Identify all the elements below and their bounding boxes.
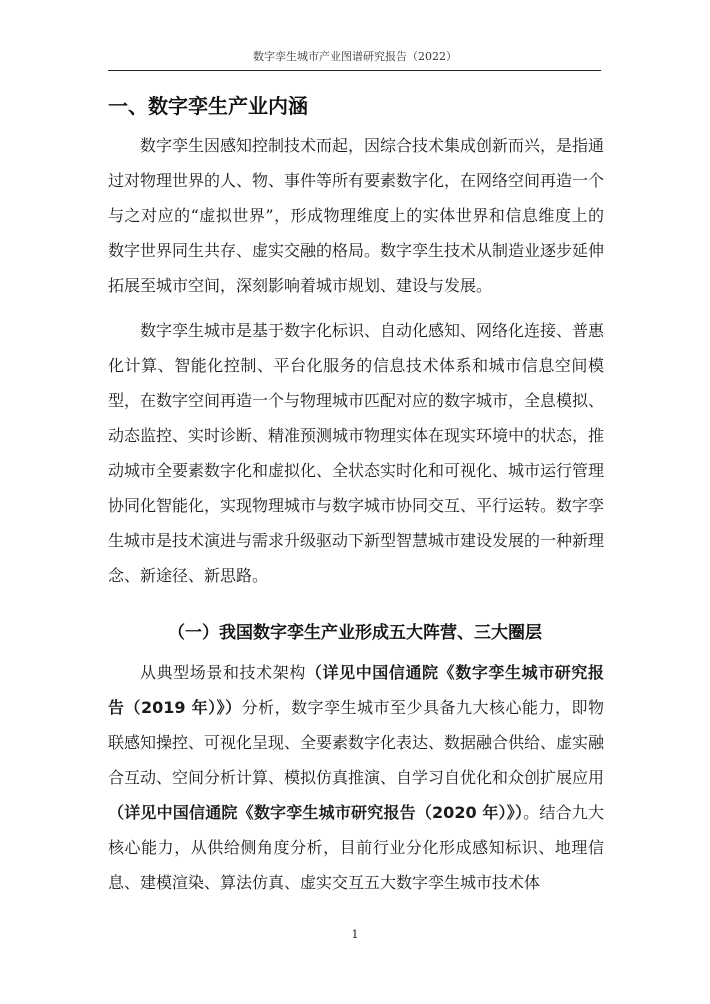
header-divider xyxy=(108,70,601,71)
text-segment: 从典型场景和技术架构 xyxy=(140,663,306,682)
running-header: 数字孪生城市产业图谱研究报告（2022） xyxy=(253,50,457,63)
reference-2020-report: （详见中国信通院《数字孪生城市研究报告（2020 年）》） xyxy=(108,803,524,822)
paragraph-digital-twin-definition: 数字孪生因感知控制技术而起，因综合技术集成创新而兴，是指通过对物理世界的人、物、事件等所有要素数字化，在网络空间再造一个与之对应的“虚拟世界”，形成物理维度上的实体世界和信息维度上的数字世界同生共存、虚实交融的格局。数字孪生技术从制造业逐步延伸拓展至城市空间，深刻影响着城市规划、建设与发展。 xyxy=(108,136,605,295)
page-number: 1 xyxy=(351,928,359,941)
paragraph-core-capabilities xyxy=(108,655,604,900)
reference-2019-report: （详见中国信通院《数字孪生城市研究报告（2019 年）》） xyxy=(108,663,604,717)
paragraph-digital-twin-city: 数字孪生城市是基于数字化标识、自动化感知、网络化连接、普惠化计算、智能化控制、平台化服务的信息技术体系和城市信息空间模型，在数字空间再造一个与物理城市匹配对应的数字城市，全息模拟、动态监控、实时诊断、精准预测城市物理实体在现实环境中的状态，推动城市全要素数字化和虚拟化、全状态实时化和可视化、城市运行管理协同化智能化，实现物理城市与数字城市协同交互、平行运转。数字孪生城市是技术演进与需求升级驱动下新型智慧城市建设发展的一种新理念、新途径、新思路。 xyxy=(108,321,605,585)
subsection-heading: （一）我国数字孪生产业形成五大阵营、三大圈层 xyxy=(168,623,542,643)
text-segment: 分析，数字孪生城市至少具备九大核心能力，即物联感知操控、可视化呈现、全要素数字化表达、数据融合供给、虚实融合互动、空间分析计算、模拟仿真推演、自学习自优化和众创扩展应用 xyxy=(108,698,605,787)
section-heading: 一、数字孪生产业内涵 xyxy=(108,94,308,118)
text-segment: 。结合九大核心能力，从供给侧角度分析，目前行业分化形成感知标识、地理信息、建模渲染、算法仿真、虚实交互五大数字孪生城市技术体 xyxy=(108,803,604,892)
